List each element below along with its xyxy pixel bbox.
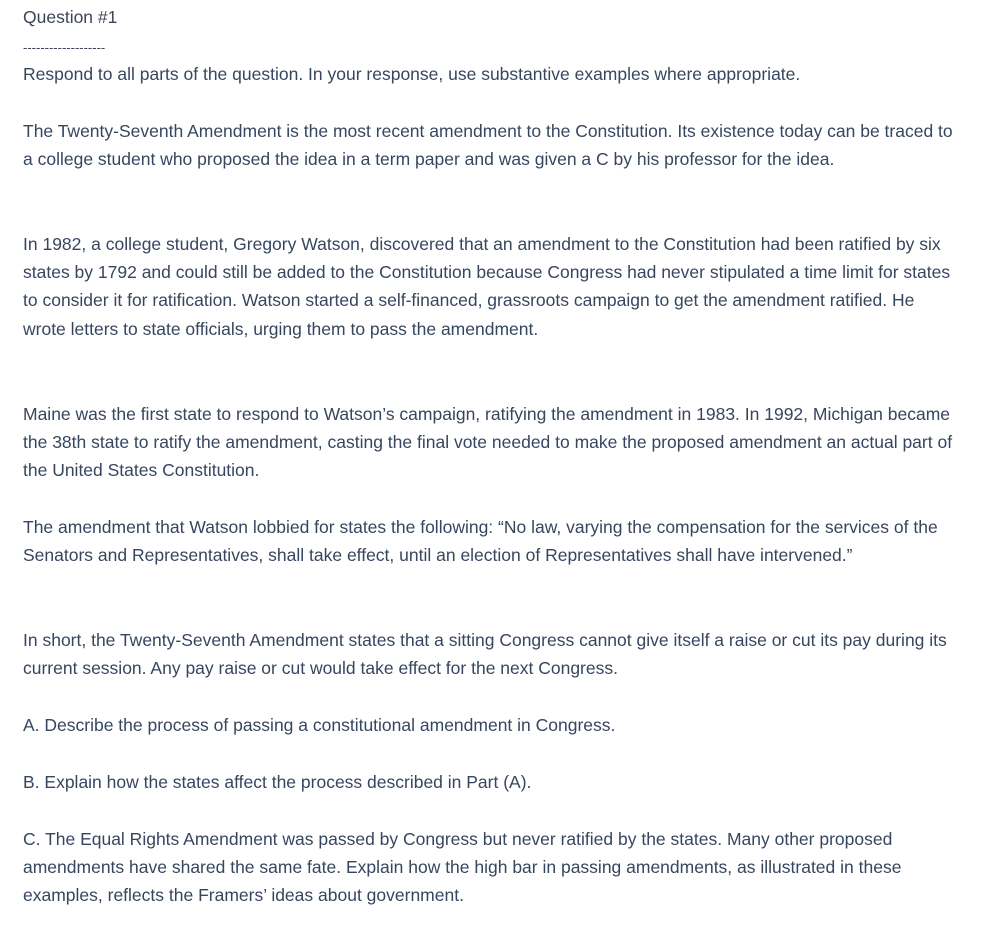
instructions-text: Respond to all parts of the question. In your response, use substantive examples where appropriate. bbox=[23, 64, 801, 84]
question-title: Question #1 bbox=[23, 7, 118, 27]
paragraph-summary: In short, the Twenty-Seventh Amendment states that a sitting Congress cannot give itself a raise or cut its pay during its current session. Any pay raise or cut would take effect for the next Congress. bbox=[23, 630, 947, 679]
paragraph-watson-discovery: In 1982, a college student, Gregory Watson, discovered that an amendment to the Constitution had been ratified by six states by 1792 and could still be added to the Constitution because Congress had never stipulated a time limit for states to consider it for ratification. Watson started a self-financed, grassroots campaign to get the amendment ratified. He wrote letters to state officials, urging them to pass the amendment. bbox=[23, 234, 951, 339]
paragraph-ratification: Maine was the first state to respond to Watson’s campaign, ratifying the amendment in 1983. In 1992, Michigan became the 38th state to ratify the amendment, casting the final vote needed to make the proposed amendment an actual part of the United States Constitution. bbox=[23, 404, 953, 481]
question-part-c: C. The Equal Rights Amendment was passed by Congress but never ratified by the states. Many other proposed amendments have shared the same fate. Explain how the high bar in passing amendments, as illustrated in these examples, reflects the Framers’ ideas about government. bbox=[23, 829, 902, 906]
paragraph-amendment-text: The amendment that Watson lobbied for states the following: “No law, varying the compensation for the services of the Senators and Representatives, shall take effect, until an election of Representatives shall have intervened.” bbox=[23, 517, 938, 566]
question-part-b: B. Explain how the states affect the process described in Part (A). bbox=[23, 772, 532, 792]
question-part-a: A. Describe the process of passing a constitutional amendment in Congress. bbox=[23, 715, 616, 735]
question-document bbox=[23, 5, 973, 906]
paragraph-amendment-origin: The Twenty-Seventh Amendment is the most recent amendment to the Constitution. Its existence today can be traced to a college student who proposed the idea in a term paper and was given a C by his professor for the idea. bbox=[23, 121, 953, 170]
title-divider: ------------------- bbox=[23, 40, 106, 55]
